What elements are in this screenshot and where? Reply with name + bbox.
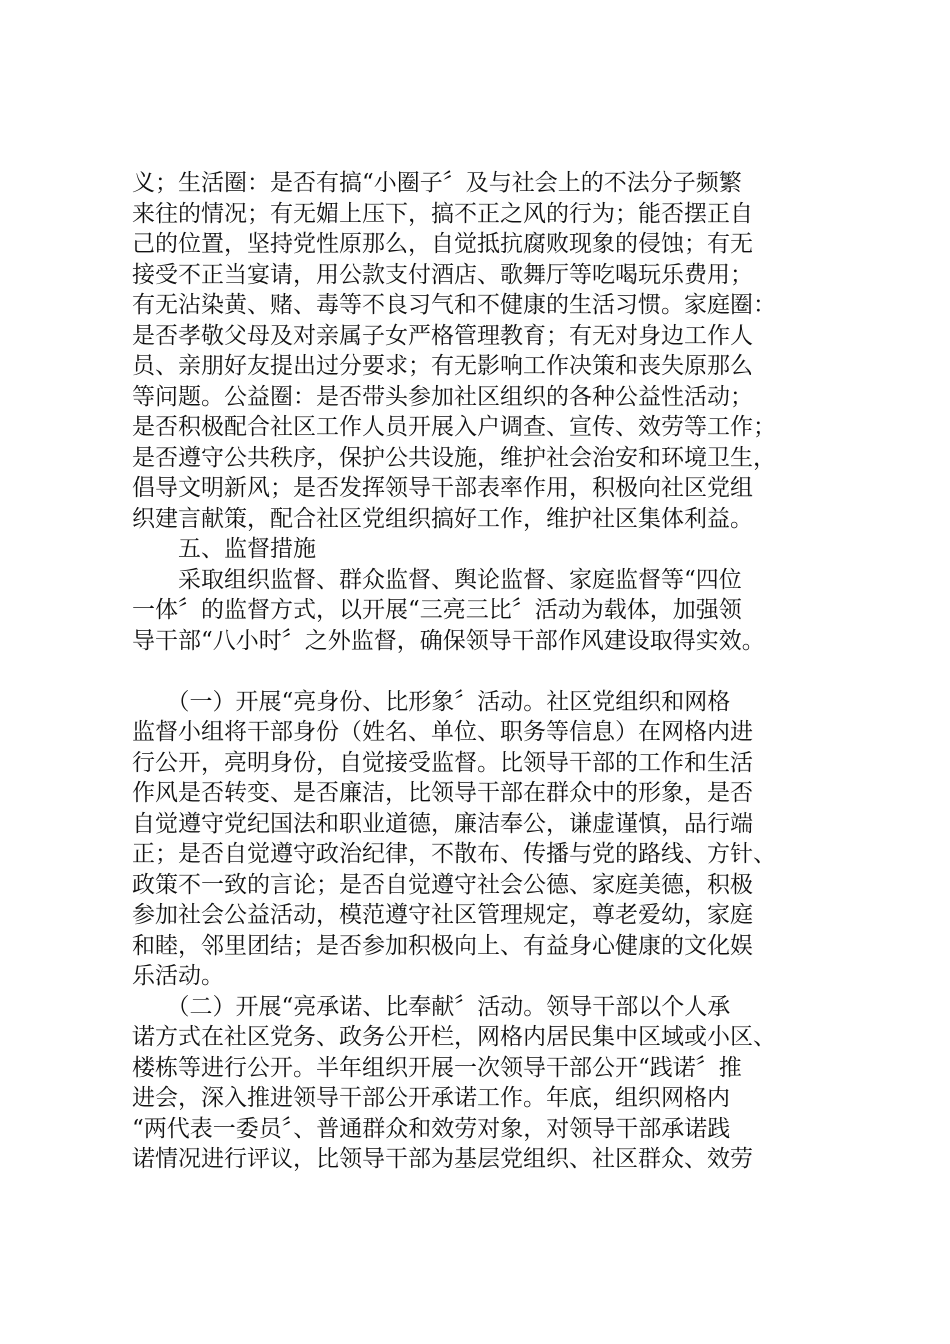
text-line: 诺情况进行评议，比领导干部为基层党组织、社区群众、效劳	[132, 1146, 753, 1172]
text-line: 织建言献策，配合社区党组织搞好工作，维护社区集体利益。	[132, 505, 753, 532]
text-line: 义；生活圈：是否有搞“小圈子〞及与社会上的不法分子频繁	[132, 170, 742, 196]
text-line: 导干部“八小时〞之外监督，确保领导干部作风建设取得实效。	[132, 627, 765, 654]
text-line: 己的位置，坚持党性原那么，自觉抵抗腐败现象的侵蚀；有无	[132, 231, 753, 257]
text-line: 有无沾染黄、赌、毒等不良习气和不健康的生活习惯。家庭圈：	[132, 292, 776, 318]
text-line: 一体〞的监督方式，以开展“三亮三比〞活动为载体，加强领	[132, 597, 742, 623]
text-line: 是否孝敬父母及对亲属子女严格管理教育；有无对身边工作人	[132, 322, 753, 349]
text-line: 作风是否转变、是否廉洁，比领导干部在群众中的形象，是否	[132, 780, 753, 806]
text-line: 监督小组将干部身份（姓名、单位、职务等信息）在网格内进	[132, 719, 753, 745]
text-line: 倡导文明新风；是否发挥领导干部表率作用，积极向社区党组	[132, 475, 753, 501]
paragraph-measures-intro	[132, 565, 822, 657]
text-line: 政策不一致的言论；是否自觉遵守社会公德、家庭美德，积极	[132, 871, 753, 898]
text-line: 诺方式在社区党务、政务公开栏，网格内居民集中区域或小区、	[132, 1024, 776, 1050]
text-line: 和睦，邻里团结；是否参加积极向上、有益身心健康的文化娱	[132, 932, 753, 959]
text-line: 等问题。公益圈：是否带头参加社区组织的各种公益性活动；	[132, 383, 753, 410]
text-line: 自觉遵守党纪国法和职业道德，廉洁奉公，谦虚谨慎，品行端	[132, 810, 753, 837]
section-heading: 五、监督措施	[132, 536, 316, 562]
paragraph-gap	[132, 656, 822, 687]
text-line: “两代表一委员〞、普通群众和效劳对象，对领导干部承诺践	[132, 1115, 731, 1142]
text-line: （二）开展“亮承诺、比奉献〞活动。领导干部以个人承	[132, 993, 731, 1020]
text-line: 参加社会公益活动，模范遵守社区管理规定，尊老爱幼，家庭	[132, 902, 753, 928]
text-line: 行公开，亮明身份，自觉接受监督。比领导干部的工作和生活	[132, 749, 753, 776]
text-line: 接受不正当宴请，用公款支付酒店、歌舞厅等吃喝玩乐费用；	[132, 261, 753, 288]
text-line: （一）开展“亮身份、比形象〞活动。社区党组织和网格	[132, 688, 731, 715]
paragraph-commitment-activity	[132, 992, 822, 1175]
document-body	[132, 168, 822, 1175]
paragraph-identity-activity	[132, 687, 822, 992]
text-line: 是否遵守公共秩序，保护公共设施，维护社会治安和环境卫生，	[132, 444, 776, 471]
text-line: 进会，深入推进领导干部公开承诺工作。年底，组织网格内	[132, 1085, 730, 1111]
text-line: 员、亲朋好友提出过分要求；有无影响工作决策和丧失原那么	[132, 353, 753, 379]
text-line: 楼栋等进行公开。半年组织开展一次领导干部公开“践诺〞推	[132, 1054, 742, 1081]
paragraph-circles	[132, 168, 822, 534]
text-line: 采取组织监督、群众监督、舆论监督、家庭监督等“四位	[132, 566, 742, 593]
text-line: 是否积极配合社区工作人员开展入户调查、宣传、效劳等工作；	[132, 414, 776, 440]
text-line: 乐活动。	[132, 963, 224, 989]
text-line: 正；是否自觉遵守政治纪律，不散布、传播与党的路线、方针、	[132, 841, 776, 867]
text-line: 来往的情况；有无媚上压下，搞不正之风的行为；能否摆正自	[132, 200, 753, 227]
